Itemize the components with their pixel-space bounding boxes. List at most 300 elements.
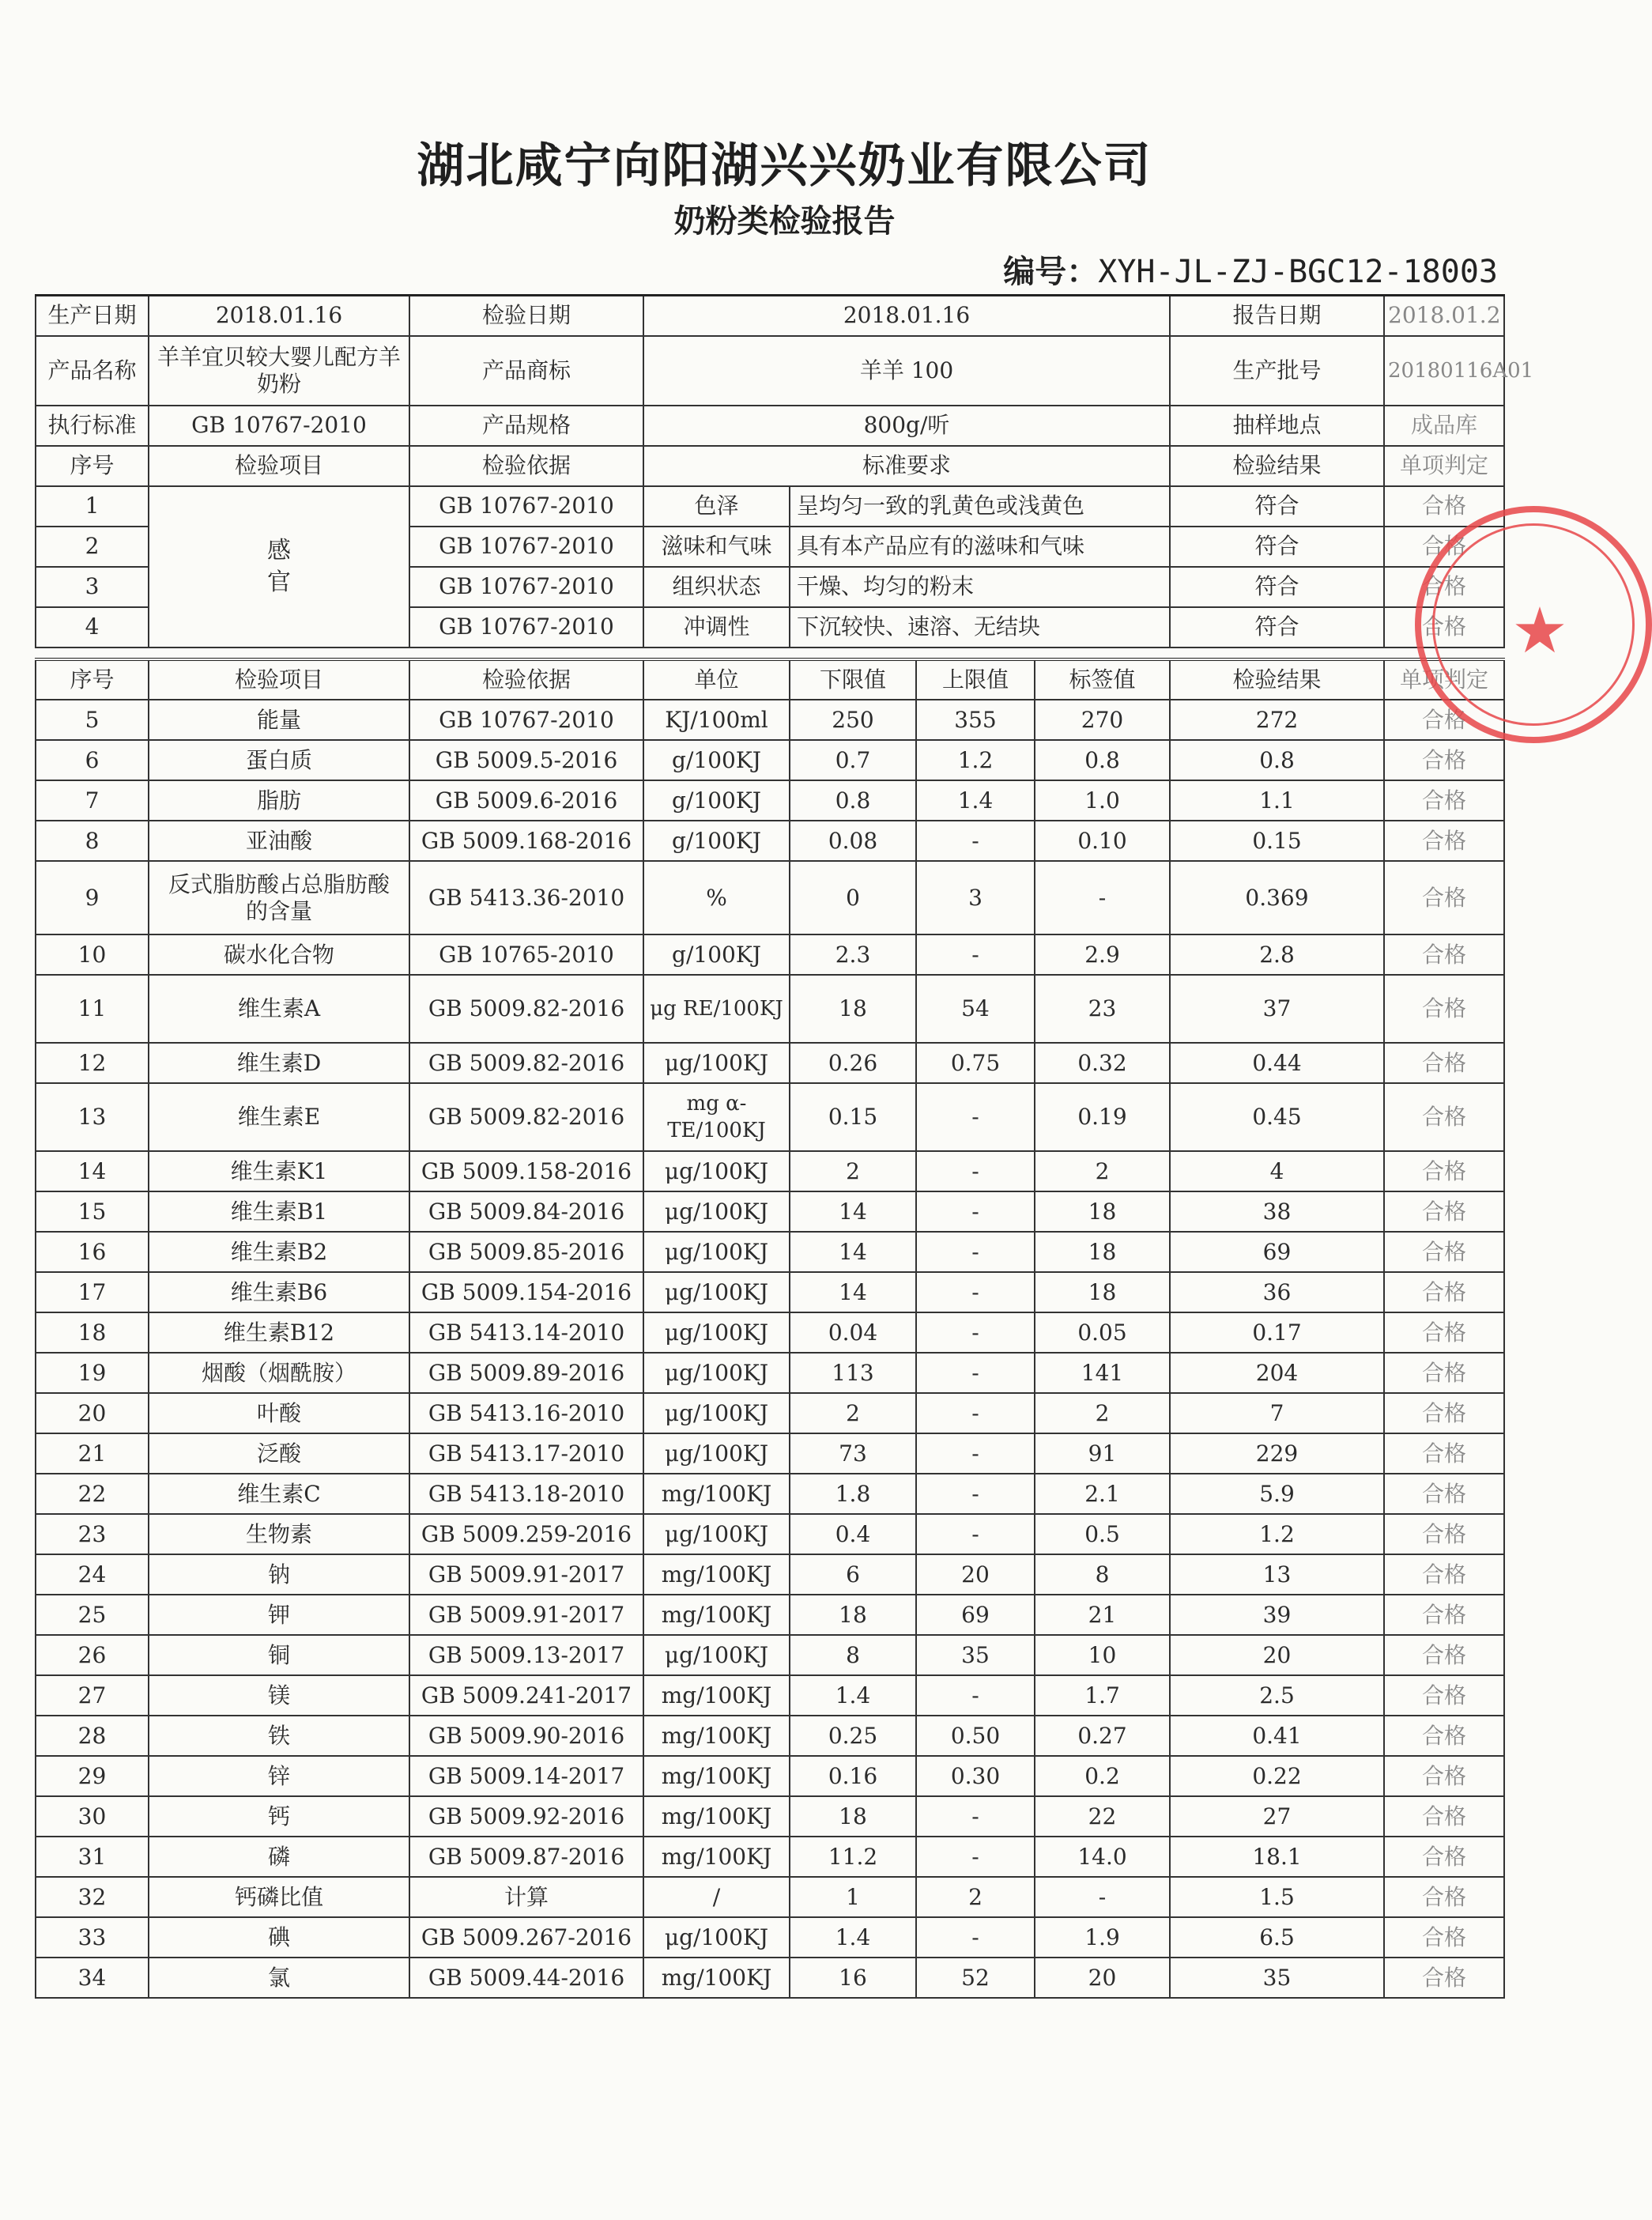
verdict: 合格 (1384, 1433, 1504, 1474)
lower-limit: 6 (790, 1554, 916, 1595)
attribute: 冲调性 (643, 607, 790, 648)
upper-limit: - (916, 1191, 1035, 1232)
lower-limit: 14 (790, 1191, 916, 1232)
verdict: 合格 (1384, 934, 1504, 975)
row-number: 33 (36, 1917, 149, 1958)
basis: GB 5413.17-2010 (409, 1433, 643, 1474)
result: 0.369 (1170, 861, 1384, 934)
unit: mg/100KJ (643, 1716, 790, 1756)
test-item: 钠 (149, 1554, 409, 1595)
test-item: 锌 (149, 1756, 409, 1796)
label-value: 8 (1035, 1554, 1170, 1595)
test-item: 磷 (149, 1837, 409, 1877)
table-row (36, 1837, 1504, 1877)
upper-limit: 69 (916, 1595, 1035, 1635)
verdict: 合格 (1384, 527, 1504, 567)
upper-limit: - (916, 934, 1035, 975)
unit: μg/100KJ (643, 1043, 790, 1083)
result: 符合 (1170, 527, 1384, 567)
row-number: 17 (36, 1272, 149, 1312)
unit: mg/100KJ (643, 1837, 790, 1877)
test-item: 钙 (149, 1796, 409, 1837)
col-header: 检验项目 (149, 659, 409, 700)
table-row (36, 780, 1504, 821)
sensory-item-label (149, 486, 409, 648)
lower-limit: 0.15 (790, 1083, 916, 1151)
unit: mg/100KJ (643, 1756, 790, 1796)
verdict: 合格 (1384, 607, 1504, 648)
row-number: 10 (36, 934, 149, 975)
test-item: 亚油酸 (149, 821, 409, 861)
test-item: 镁 (149, 1675, 409, 1716)
row-number: 3 (36, 567, 149, 607)
test-item: 维生素B12 (149, 1312, 409, 1353)
lower-limit: 18 (790, 1796, 916, 1837)
unit: g/100KJ (643, 821, 790, 861)
upper-limit: 52 (916, 1958, 1035, 1998)
table-row (36, 740, 1504, 780)
spec: 800g/听 (643, 406, 1170, 446)
verdict: 合格 (1384, 1635, 1504, 1675)
test-item: 烟酸（烟酰胺） (149, 1353, 409, 1393)
table-row (36, 1083, 1504, 1151)
result: 39 (1170, 1595, 1384, 1635)
basis: GB 5009.82-2016 (409, 1043, 643, 1083)
verdict: 合格 (1384, 1796, 1504, 1837)
basis: GB 5413.16-2010 (409, 1393, 643, 1433)
lower-limit: 18 (790, 1595, 916, 1635)
verdict: 合格 (1384, 780, 1504, 821)
table-row (36, 1716, 1504, 1756)
requirement: 干燥、均匀的粉末 (790, 567, 1170, 607)
result: 36 (1170, 1272, 1384, 1312)
label-value: 270 (1035, 700, 1170, 740)
unit: μg/100KJ (643, 1433, 790, 1474)
basis: GB 5009.6-2016 (409, 780, 643, 821)
row-number: 28 (36, 1716, 149, 1756)
result: 0.17 (1170, 1312, 1384, 1353)
test-item: 泛酸 (149, 1433, 409, 1474)
result: 1.2 (1170, 1514, 1384, 1554)
label-value: 141 (1035, 1353, 1170, 1393)
lower-limit: 14 (790, 1272, 916, 1312)
sampling-label: 抽样地点 (1170, 406, 1384, 446)
test-item: 脂肪 (149, 780, 409, 821)
col-header: 单项判定 (1384, 446, 1504, 486)
verdict: 合格 (1384, 1312, 1504, 1353)
upper-limit: - (916, 1514, 1035, 1554)
standard: GB 10767-2010 (149, 406, 409, 446)
row-number: 1 (36, 486, 149, 527)
table-row (36, 975, 1504, 1043)
result: 0.41 (1170, 1716, 1384, 1756)
upper-limit: 355 (916, 700, 1035, 740)
basis: GB 5009.85-2016 (409, 1232, 643, 1272)
test-item: 维生素B6 (149, 1272, 409, 1312)
lower-limit: 8 (790, 1635, 916, 1675)
label-value: 1.9 (1035, 1917, 1170, 1958)
lower-limit: 113 (790, 1353, 916, 1393)
row-number: 2 (36, 527, 149, 567)
label-value: 23 (1035, 975, 1170, 1043)
inspection-date-label: 检验日期 (409, 296, 643, 336)
lower-limit: 73 (790, 1433, 916, 1474)
verdict: 合格 (1384, 1756, 1504, 1796)
row-number: 19 (36, 1353, 149, 1393)
basis: GB 10767-2010 (409, 486, 643, 527)
table-row (36, 861, 1504, 934)
verdict: 合格 (1384, 1595, 1504, 1635)
lower-limit: 18 (790, 975, 916, 1043)
label-value: 1.7 (1035, 1675, 1170, 1716)
label-value: 14.0 (1035, 1837, 1170, 1877)
upper-limit: 1.4 (916, 780, 1035, 821)
unit: μg/100KJ (643, 1312, 790, 1353)
basis: GB 10767-2010 (409, 700, 643, 740)
attribute: 滋味和气味 (643, 527, 790, 567)
basis: GB 5009.241-2017 (409, 1675, 643, 1716)
label-value: 2.9 (1035, 934, 1170, 975)
basis: GB 5009.87-2016 (409, 1837, 643, 1877)
report-date-label: 报告日期 (1170, 296, 1384, 336)
label-value: 18 (1035, 1232, 1170, 1272)
basis: GB 5009.82-2016 (409, 975, 643, 1043)
lower-limit: 0.04 (790, 1312, 916, 1353)
unit: μg/100KJ (643, 1232, 790, 1272)
result: 符合 (1170, 607, 1384, 648)
upper-limit: - (916, 1837, 1035, 1877)
upper-limit: - (916, 1312, 1035, 1353)
lower-limit: 1.8 (790, 1474, 916, 1514)
table-row (36, 821, 1504, 861)
report-number (1003, 247, 1498, 292)
product-name: 羊羊宜贝较大婴儿配方羊奶粉 (149, 336, 409, 406)
label-value: 18 (1035, 1272, 1170, 1312)
upper-limit: 0.30 (916, 1756, 1035, 1796)
label-value: - (1035, 1877, 1170, 1917)
standard-label: 执行标准 (36, 406, 149, 446)
product-info-table (35, 294, 1534, 648)
row-number: 25 (36, 1595, 149, 1635)
test-item: 维生素B2 (149, 1232, 409, 1272)
result: 1.1 (1170, 780, 1384, 821)
basis: GB 5009.5-2016 (409, 740, 643, 780)
unit: μg/100KJ (643, 1514, 790, 1554)
unit: % (643, 861, 790, 934)
result: 0.15 (1170, 821, 1384, 861)
result: 229 (1170, 1433, 1384, 1474)
label-value: 0.19 (1035, 1083, 1170, 1151)
label-value: 10 (1035, 1635, 1170, 1675)
upper-limit: 1.2 (916, 740, 1035, 780)
row-number: 34 (36, 1958, 149, 1998)
upper-limit: - (916, 1675, 1035, 1716)
table-row (36, 700, 1504, 740)
verdict: 合格 (1384, 1917, 1504, 1958)
unit: g/100KJ (643, 934, 790, 975)
upper-limit: - (916, 1433, 1035, 1474)
row-number: 31 (36, 1837, 149, 1877)
col-header: 检验结果 (1170, 446, 1384, 486)
row-number: 29 (36, 1756, 149, 1796)
result: 6.5 (1170, 1917, 1384, 1958)
basis: GB 5009.14-2017 (409, 1756, 643, 1796)
unit: mg/100KJ (643, 1796, 790, 1837)
basis: GB 10767-2010 (409, 607, 643, 648)
row-number: 12 (36, 1043, 149, 1083)
brand: 羊羊 100 (643, 336, 1170, 406)
unit: mg/100KJ (643, 1595, 790, 1635)
report-number-label: 编号： (1003, 254, 1099, 290)
result: 7 (1170, 1393, 1384, 1433)
table-row (36, 1796, 1504, 1837)
requirement: 呈均匀一致的乳黄色或浅黄色 (790, 486, 1170, 527)
production-date-label: 生产日期 (36, 296, 149, 336)
result: 13 (1170, 1554, 1384, 1595)
basis: GB 5009.82-2016 (409, 1083, 643, 1151)
label-value: 0.32 (1035, 1043, 1170, 1083)
verdict: 合格 (1384, 861, 1504, 934)
lower-limit: 0.4 (790, 1514, 916, 1554)
nutrient-header-row (36, 659, 1504, 700)
verdict: 合格 (1384, 740, 1504, 780)
basis: GB 5009.259-2016 (409, 1514, 643, 1554)
basis: GB 5009.91-2017 (409, 1595, 643, 1635)
batch-label: 生产批号 (1170, 336, 1384, 406)
unit: / (643, 1877, 790, 1917)
attribute: 色泽 (643, 486, 790, 527)
label-value: 0.10 (1035, 821, 1170, 861)
result: 20 (1170, 1635, 1384, 1675)
unit: mg/100KJ (643, 1554, 790, 1595)
result: 0.45 (1170, 1083, 1384, 1151)
upper-limit: - (916, 821, 1035, 861)
test-item: 维生素D (149, 1043, 409, 1083)
row-number: 8 (36, 821, 149, 861)
col-header: 标签值 (1035, 659, 1170, 700)
table-row (36, 1675, 1504, 1716)
verdict: 合格 (1384, 1716, 1504, 1756)
verdict: 合格 (1384, 1191, 1504, 1232)
company-seal (1415, 506, 1652, 743)
table-row (36, 1232, 1504, 1272)
table-row (36, 1353, 1504, 1393)
test-item: 蛋白质 (149, 740, 409, 780)
label-value: 20 (1035, 1958, 1170, 1998)
row-number: 24 (36, 1554, 149, 1595)
table-row (36, 1393, 1504, 1433)
test-item: 维生素E (149, 1083, 409, 1151)
upper-limit: - (916, 1232, 1035, 1272)
result: 符合 (1170, 567, 1384, 607)
result: 2.5 (1170, 1675, 1384, 1716)
table-row (36, 1554, 1504, 1595)
lower-limit: 1.4 (790, 1917, 916, 1958)
result: 4 (1170, 1151, 1384, 1191)
result: 0.22 (1170, 1756, 1384, 1796)
col-header: 序号 (36, 446, 149, 486)
test-item: 维生素B1 (149, 1191, 409, 1232)
result: 272 (1170, 700, 1384, 740)
info-row (36, 406, 1504, 446)
row-number: 6 (36, 740, 149, 780)
unit: μg/100KJ (643, 1353, 790, 1393)
basis: GB 5009.89-2016 (409, 1353, 643, 1393)
lower-limit: 0.8 (790, 780, 916, 821)
info-row (36, 296, 1504, 336)
row-number: 26 (36, 1635, 149, 1675)
unit: μg/100KJ (643, 1917, 790, 1958)
upper-limit: - (916, 1796, 1035, 1837)
test-item: 维生素K1 (149, 1151, 409, 1191)
result: 38 (1170, 1191, 1384, 1232)
lower-limit: 0.7 (790, 740, 916, 780)
sensory-item-text: 感官 (267, 536, 291, 596)
result: 2.8 (1170, 934, 1384, 975)
result: 27 (1170, 1796, 1384, 1837)
row-number: 4 (36, 607, 149, 648)
row-number: 11 (36, 975, 149, 1043)
result: 35 (1170, 1958, 1384, 1998)
lower-limit: 14 (790, 1232, 916, 1272)
result: 符合 (1170, 486, 1384, 527)
result: 5.9 (1170, 1474, 1384, 1514)
sensory-header-row (36, 446, 1504, 486)
col-header: 检验项目 (149, 446, 409, 486)
upper-limit: - (916, 1393, 1035, 1433)
upper-limit: 54 (916, 975, 1035, 1043)
brand-label: 产品商标 (409, 336, 643, 406)
basis: GB 5009.92-2016 (409, 1796, 643, 1837)
row-number: 18 (36, 1312, 149, 1353)
unit: μg RE/100KJ (643, 975, 790, 1043)
col-header: 下限值 (790, 659, 916, 700)
basis: GB 5009.154-2016 (409, 1272, 643, 1312)
verdict: 合格 (1384, 1554, 1504, 1595)
row-number: 30 (36, 1796, 149, 1837)
unit: μg/100KJ (643, 1191, 790, 1232)
label-value: 0.2 (1035, 1756, 1170, 1796)
upper-limit: - (916, 1151, 1035, 1191)
row-number: 15 (36, 1191, 149, 1232)
test-item: 生物素 (149, 1514, 409, 1554)
col-header: 单项判定 (1384, 659, 1504, 700)
verdict: 合格 (1384, 486, 1504, 527)
upper-limit: - (916, 1083, 1035, 1151)
table-row (36, 1877, 1504, 1917)
verdict: 合格 (1384, 1151, 1504, 1191)
unit: KJ/100ml (643, 700, 790, 740)
lower-limit: 0.08 (790, 821, 916, 861)
requirement: 具有本产品应有的滋味和气味 (790, 527, 1170, 567)
star-icon: ★ (1511, 594, 1568, 667)
basis: GB 5009.13-2017 (409, 1635, 643, 1675)
requirement: 下沉较快、速溶、无结块 (790, 607, 1170, 648)
unit: μg/100KJ (643, 1272, 790, 1312)
report-title: 奶粉类检验报告 (673, 203, 896, 240)
label-value: 2 (1035, 1151, 1170, 1191)
verdict: 合格 (1384, 1958, 1504, 1998)
unit: mg/100KJ (643, 1675, 790, 1716)
label-value: 22 (1035, 1796, 1170, 1837)
unit: μg/100KJ (643, 1393, 790, 1433)
table-row (36, 1958, 1504, 1998)
row-number: 32 (36, 1877, 149, 1917)
label-value: 91 (1035, 1433, 1170, 1474)
table-row (36, 1151, 1504, 1191)
row-number: 16 (36, 1232, 149, 1272)
table-row (36, 1474, 1504, 1514)
table-row (36, 1312, 1504, 1353)
unit: μg/100KJ (643, 1635, 790, 1675)
info-row (36, 336, 1504, 406)
nutrient-table (35, 658, 1505, 1999)
table-row (36, 1272, 1504, 1312)
report-date: 2018.01.2 (1384, 296, 1504, 336)
upper-limit: - (916, 1917, 1035, 1958)
sensory-row (36, 486, 1504, 527)
test-item: 反式脂肪酸占总脂肪酸的含量 (149, 861, 409, 934)
result: 0.44 (1170, 1043, 1384, 1083)
upper-limit: 0.75 (916, 1043, 1035, 1083)
table-row (36, 1043, 1504, 1083)
lower-limit: 1 (790, 1877, 916, 1917)
table-row (36, 1635, 1504, 1675)
upper-limit: 20 (916, 1554, 1035, 1595)
table-row (36, 1756, 1504, 1796)
result: 69 (1170, 1232, 1384, 1272)
result: 18.1 (1170, 1837, 1384, 1877)
test-item: 铁 (149, 1716, 409, 1756)
test-item: 维生素A (149, 975, 409, 1043)
upper-limit: 0.50 (916, 1716, 1035, 1756)
result: 1.5 (1170, 1877, 1384, 1917)
result: 0.8 (1170, 740, 1384, 780)
verdict: 合格 (1384, 1393, 1504, 1433)
table-row (36, 934, 1504, 975)
col-header: 检验依据 (409, 446, 643, 486)
upper-limit: 3 (916, 861, 1035, 934)
verdict: 合格 (1384, 1083, 1504, 1151)
test-item: 钙磷比值 (149, 1877, 409, 1917)
table-row (36, 1433, 1504, 1474)
lower-limit: 1.4 (790, 1675, 916, 1716)
basis: GB 5009.84-2016 (409, 1191, 643, 1232)
lower-limit: 2 (790, 1393, 916, 1433)
basis: GB 5009.158-2016 (409, 1151, 643, 1191)
verdict: 合格 (1384, 1837, 1504, 1877)
verdict: 合格 (1384, 700, 1504, 740)
basis: GB 5009.267-2016 (409, 1917, 643, 1958)
upper-limit: - (916, 1272, 1035, 1312)
label-value: 0.8 (1035, 740, 1170, 780)
lower-limit: 0.26 (790, 1043, 916, 1083)
table-row (36, 1917, 1504, 1958)
row-number: 22 (36, 1474, 149, 1514)
row-number: 20 (36, 1393, 149, 1433)
row-number: 5 (36, 700, 149, 740)
verdict: 合格 (1384, 821, 1504, 861)
lower-limit: 16 (790, 1958, 916, 1998)
row-number: 13 (36, 1083, 149, 1151)
verdict: 合格 (1384, 1877, 1504, 1917)
table-row (36, 1595, 1504, 1635)
lower-limit: 0.25 (790, 1716, 916, 1756)
test-item: 叶酸 (149, 1393, 409, 1433)
basis: GB 5413.14-2010 (409, 1312, 643, 1353)
table-row (36, 1191, 1504, 1232)
result: 204 (1170, 1353, 1384, 1393)
